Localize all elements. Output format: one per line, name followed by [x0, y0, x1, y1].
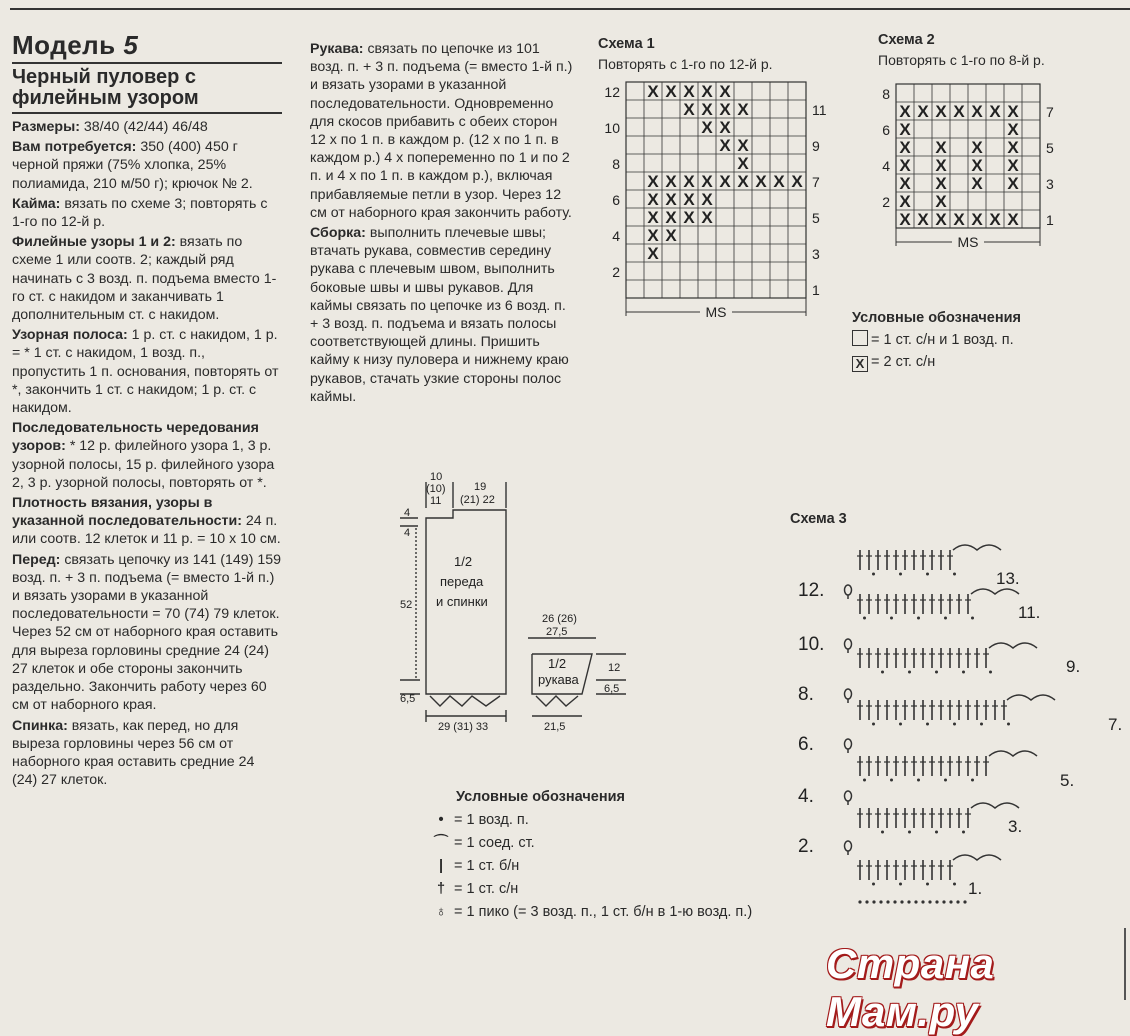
dim-height: 52	[400, 599, 413, 611]
filled-cell: X	[665, 82, 677, 101]
filled-cell: X	[665, 172, 677, 191]
ms-label: MS	[705, 304, 727, 320]
filled-cell: X	[1007, 156, 1019, 175]
legend1-item-cross	[852, 351, 1021, 373]
chain-dot	[935, 831, 938, 834]
dim-shoulder-1: 19	[474, 481, 487, 493]
scheme3-row-label: 4.	[798, 786, 814, 807]
filled-cell: X	[971, 174, 983, 193]
filled-cell: X	[719, 82, 731, 101]
chain-dot	[917, 779, 920, 782]
subtitle-rule	[12, 112, 282, 114]
scheme3-row-label: 11.	[1018, 603, 1041, 622]
dim-neck-top: 10	[430, 471, 443, 483]
section-label: Размеры:	[12, 119, 80, 135]
row-label: 4	[882, 158, 890, 174]
filled-cell: X	[899, 192, 911, 211]
dim-sleeve-band: 6,5	[604, 683, 620, 695]
section-label: Вам потребуется:	[12, 139, 137, 156]
ms-label: MS	[957, 234, 979, 250]
chain-dot	[980, 723, 983, 726]
section-text: связать цепочку из 141 (149) 159 возд. п. + 3 п. подъема (= вместо 1-й п.) и вязать узорами в указанной последовательности = 70 (74) 79 клеток. Через 52 см от наборного края оставить для выреза горловины средние 24 (24) 27 клеток и обе стороны закончить раздельно. Закончить работу через 60 см от наборного края.	[12, 551, 282, 714]
empty-square-icon	[852, 330, 868, 346]
scheme3-row-label: 12.	[798, 580, 825, 601]
filled-cell: X	[953, 102, 965, 121]
sections_left-paragraph	[12, 118, 282, 136]
filled-cell: X	[899, 120, 911, 139]
chain-dot	[962, 831, 965, 834]
chain-dot	[865, 900, 868, 903]
pattern-subtitle: Черный пуловер с филейным узором	[12, 66, 199, 109]
chain-dot	[963, 900, 966, 903]
filled-cell: X	[899, 138, 911, 157]
slip-stitch-arc	[971, 589, 1019, 594]
row-label: 9	[812, 138, 820, 154]
sections_mid-paragraph	[310, 40, 576, 222]
chain-dot	[907, 900, 910, 903]
filled-cell: X	[737, 100, 749, 119]
section-label: Филейные узоры 1 и 2:	[12, 234, 176, 251]
filled-cell: X	[773, 172, 785, 191]
row-label: 4	[612, 228, 620, 244]
filled-cell: X	[791, 172, 803, 191]
filled-cell: X	[971, 102, 983, 121]
slip-stitch-arc	[1007, 695, 1055, 700]
row-label: 8	[882, 86, 890, 102]
scheme1-title: Схема 1	[598, 36, 655, 52]
filled-cell: X	[737, 154, 749, 173]
row-label: 2	[612, 264, 620, 280]
filled-cell: X	[917, 210, 929, 229]
legend2-item-slip-text: = 1 соед. ст.	[454, 835, 535, 851]
chain-dot	[971, 779, 974, 782]
sections_mid-paragraph	[310, 224, 576, 406]
chain-dot	[921, 900, 924, 903]
legend2-item-picot	[432, 901, 752, 924]
filled-cell: X	[899, 156, 911, 175]
chain-dot	[953, 723, 956, 726]
dim-notch-b: 4	[404, 527, 411, 539]
scheme3-row-label: 3.	[1008, 817, 1023, 836]
filled-cell: X	[701, 190, 713, 209]
chain-dot	[917, 617, 920, 620]
filled-cell: X	[701, 118, 713, 137]
crossed-square-icon: X	[852, 356, 868, 372]
row-label: 6	[882, 122, 890, 138]
filled-cell: X	[701, 208, 713, 227]
row-label: 5	[1046, 140, 1054, 156]
filled-cell: X	[899, 102, 911, 121]
legend2-title: Условные обозначения	[456, 789, 625, 805]
chain-stitch-icon: •	[438, 812, 444, 828]
chain-dot	[890, 779, 893, 782]
chain-dot	[956, 900, 959, 903]
legend1-title: Условные обозначения	[852, 310, 1021, 326]
sections_left-paragraph	[12, 195, 282, 231]
filled-cell: X	[683, 208, 695, 227]
filled-cell: X	[665, 226, 677, 245]
filled-cell: X	[647, 82, 659, 101]
filled-cell: X	[755, 172, 767, 191]
slip-stitch-arc	[971, 803, 1019, 808]
scheme3-title: Схема 3	[790, 511, 847, 527]
legend1-item-empty	[852, 329, 1021, 351]
chain-dot	[872, 573, 875, 576]
filled-cell: X	[719, 136, 731, 155]
scheme3-row-label: 8.	[798, 684, 814, 705]
chain-dot	[949, 900, 952, 903]
filled-cell: X	[647, 226, 659, 245]
row-label: 8	[612, 156, 620, 172]
row-label: 5	[812, 210, 820, 226]
filled-cell: X	[719, 118, 731, 137]
chain-dot	[893, 900, 896, 903]
dim-sleeve-top-2: 27,5	[546, 626, 568, 638]
panel-label-1: 1/2	[454, 554, 473, 569]
chain-dot	[953, 573, 956, 576]
picot-icon	[845, 585, 852, 595]
chain-dot	[863, 617, 866, 620]
site-watermark: Страна Мам.ру	[826, 940, 995, 1035]
section-label: Последовательность чередования узоров:	[12, 420, 259, 455]
filled-cell: X	[935, 156, 947, 175]
chain-dot	[899, 883, 902, 886]
chain-dot	[935, 671, 938, 674]
dim-shoulder-2: (21) 22	[460, 494, 495, 506]
filled-cell: X	[701, 82, 713, 101]
dim-neck-low: 11	[430, 495, 442, 507]
chain-dot	[971, 617, 974, 620]
filled-cell: X	[971, 210, 983, 229]
chain-dot	[944, 779, 947, 782]
section-text: 24 п. или соотв. 12 клеток и 11 р. = 10 х 10 см.	[12, 513, 281, 548]
sections_left-paragraph	[12, 419, 282, 492]
filled-cell: X	[701, 100, 713, 119]
filled-cell: X	[683, 82, 695, 101]
chain-dot	[872, 723, 875, 726]
middle-column	[310, 40, 576, 408]
filled-cell: X	[953, 210, 965, 229]
section-text: выполнить плечевые швы; втачать рукава, совместив середину рукава с плечевым швом, выполнить боковые швы и швы рукавов. Для каймы связать по цепочке из 6 возд. п. + 3 возд. п. подъема и вязать полосы соответствующей длины. Пришить кайму к низу пуловера и нижнему краю рукавов, стачать узкие стороны полос каймы.	[310, 225, 569, 405]
sections_left-paragraph	[12, 494, 282, 549]
scheme3-row-label: 1.	[968, 879, 983, 898]
section-text: 350 (400) 450 г черной пряжи (75% хлопка, 25% полиамида, 210 м/50 г); крючок № 2.	[12, 139, 253, 192]
sleeve-label-2: рукава	[538, 672, 579, 687]
double-crochet-icon: †	[436, 881, 446, 897]
filled-cell: X	[665, 190, 677, 209]
section-text: вязать по схеме 3; повторять с 1-го по 12-й р.	[12, 195, 268, 231]
row-label: 2	[882, 194, 890, 210]
scheme2-subtitle: Повторять с 1-го по 8-й р.	[878, 52, 1045, 68]
filled-cell: X	[1007, 138, 1019, 157]
legend-scheme3	[432, 786, 752, 924]
legend-scheme12	[852, 307, 1021, 373]
row-label: 3	[1046, 176, 1054, 192]
dim-neck-mid: (10)	[426, 483, 446, 495]
construction-diagram	[396, 468, 636, 738]
section-text: связать по цепочке из 101 возд. п. + 3 п. подъема (= вместо 1-й п.) и вязать узорами в указанной последовательности. Одновременно для скосов прибавить с обеих сторон 12 х по 1 п. в каждом р. (12 х по 1 п. в каждом р.) 4 х попеременно по 1 и по 2 п. и 4 х по 1 п. в каждом р.), включая прибавляемые петли в узор. Через 12 см от наборного края закончить работу.	[310, 41, 573, 221]
dim-sleeve-top-1: 26 (26)	[542, 613, 577, 625]
legend2-item-sc	[432, 855, 752, 878]
row-label: 1	[1046, 212, 1054, 228]
scheme2-grid	[876, 76, 1076, 256]
filled-cell: X	[683, 100, 695, 119]
row-label: 6	[612, 192, 620, 208]
filled-cell: X	[719, 100, 731, 119]
chain-dot	[926, 573, 929, 576]
chain-dot	[908, 831, 911, 834]
filled-cell: X	[701, 172, 713, 191]
scheme3-row-label: 6.	[798, 734, 814, 755]
mid-sections	[310, 40, 576, 406]
filled-cell: X	[683, 190, 695, 209]
chain-dot	[942, 900, 945, 903]
section-label: Спинка:	[12, 717, 68, 734]
filled-cell: X	[935, 138, 947, 157]
row-label: 11	[812, 102, 827, 118]
row-label: 3	[812, 246, 820, 262]
section-label: Кайма:	[12, 195, 61, 212]
slip-stitch-arc	[953, 545, 1001, 550]
left-column	[12, 30, 282, 791]
left-sections	[12, 118, 282, 789]
sections_left-paragraph	[12, 551, 282, 715]
chain-dot	[886, 900, 889, 903]
scheme1-grid	[596, 76, 836, 326]
chain-dot	[953, 883, 956, 886]
section-label: Рукава:	[310, 41, 364, 57]
filled-cell: X	[737, 136, 749, 155]
filled-cell: X	[989, 210, 1001, 229]
sections_left-paragraph	[12, 138, 282, 193]
scheme3-row-label: 9.	[1066, 657, 1081, 676]
panel-label-2: переда	[440, 574, 484, 589]
model-number: 5	[123, 30, 139, 60]
legend1-item-empty-text: = 1 ст. с/н и 1 возд. п.	[871, 332, 1014, 348]
picot-icon	[845, 689, 852, 699]
body-band-zigzag	[430, 696, 500, 706]
scheme1-subtitle: Повторять с 1-го по 12-й р.	[598, 56, 773, 72]
slip-stitch-icon: ⌒	[433, 835, 449, 851]
filled-cell: X	[899, 174, 911, 193]
picot-icon	[845, 739, 852, 749]
section-label: Плотность вязания, узоры в указанной последовательности:	[12, 495, 242, 530]
model-title	[12, 30, 282, 60]
chain-dot	[926, 883, 929, 886]
row-label: 7	[812, 174, 820, 190]
filled-cell: X	[971, 156, 983, 175]
chain-dot	[872, 883, 875, 886]
picot-icon	[845, 791, 852, 801]
sleeve-band-zigzag	[536, 696, 578, 706]
row-label: 7	[1046, 104, 1054, 120]
scheme3-row-label: 10.	[798, 634, 825, 655]
legend2-item-sc-text: = 1 ст. б/н	[454, 858, 520, 874]
filled-cell: X	[647, 244, 659, 263]
panel-label-3: и спинки	[436, 594, 488, 609]
legend2-item-chain	[432, 809, 752, 832]
scheme3-row-label: 2.	[798, 836, 814, 857]
chain-dot	[879, 900, 882, 903]
slip-stitch-arc	[989, 643, 1037, 648]
chain-dot	[1007, 723, 1010, 726]
slip-stitch-arc	[989, 751, 1037, 756]
section-text: вязать, как перед, но для выреза горловины через 56 см от наборного края оставить средние 24 (24) 27 клеток.	[12, 717, 255, 789]
legend2-item-picot-text: = 1 пико (= 3 возд. п., 1 ст. б/н в 1-ю возд. п.)	[454, 904, 753, 920]
chain-dot	[858, 900, 861, 903]
chain-dot	[944, 617, 947, 620]
chain-dot	[900, 900, 903, 903]
chain-dot	[863, 779, 866, 782]
chain-dot	[914, 900, 917, 903]
scheme3-row-label: 13.	[996, 569, 1020, 588]
filled-cell: X	[683, 172, 695, 191]
scheme3-chart	[790, 540, 1130, 920]
filled-cell: X	[1007, 174, 1019, 193]
section-text: вязать по схеме 1 или соотв. 2; каждый ряд начинать с 3 возд. п. подъема вместо 1-го ст. с накидом и заканчивать 1 дополнительным ст. с накидом.	[12, 234, 277, 324]
filled-cell: X	[917, 102, 929, 121]
chain-dot	[881, 831, 884, 834]
filled-cell: X	[665, 208, 677, 227]
title-rule	[12, 62, 282, 64]
sections_left-paragraph	[12, 233, 282, 324]
chain-dot	[928, 900, 931, 903]
dim-sleeve-height: 12	[608, 662, 621, 674]
scheme3-row-label: 5.	[1060, 771, 1075, 790]
chain-dot	[899, 573, 902, 576]
chain-dot	[890, 617, 893, 620]
filled-cell: X	[647, 208, 659, 227]
filled-cell: X	[719, 172, 731, 191]
filled-cell: X	[989, 102, 1001, 121]
chain-dot	[899, 723, 902, 726]
chain-dot	[881, 671, 884, 674]
chain-dot	[935, 900, 938, 903]
filled-cell: X	[647, 190, 659, 209]
legend1-item-cross-text: = 2 ст. с/н	[871, 354, 936, 370]
single-crochet-icon: |	[438, 858, 444, 874]
sections_left-paragraph	[12, 717, 282, 790]
legend2-item-slip	[432, 832, 752, 855]
sleeve-label-1: 1/2	[548, 656, 567, 671]
filled-cell: X	[1007, 210, 1019, 229]
legend2-item-dc	[432, 878, 752, 901]
picot-icon	[845, 841, 852, 851]
legend2-item-dc-text: = 1 ст. с/н	[454, 881, 519, 897]
row-label: 12	[604, 84, 620, 100]
section-label: Узорная полоса:	[12, 327, 128, 344]
section-text: * 12 р. филейного узора 1, 3 р. узорной полосы, 15 р. филейного узора 2, 3 р. узорной полосы, повторять от *.	[12, 438, 275, 491]
dim-sleeve-bottom: 21,5	[544, 721, 566, 733]
filled-cell: X	[935, 102, 947, 121]
legend2-item-chain-text: = 1 возд. п.	[454, 812, 529, 828]
section-label: Перед:	[12, 551, 61, 568]
filled-cell: X	[647, 172, 659, 191]
filled-cell: X	[899, 210, 911, 229]
row-label: 10	[604, 120, 620, 136]
row-label: 1	[812, 282, 820, 298]
section-label: Сборка:	[310, 225, 366, 242]
model-word: Модель	[12, 30, 116, 60]
sections_left-paragraph	[12, 326, 282, 417]
filled-cell: X	[1007, 102, 1019, 121]
right-rule	[1124, 928, 1126, 1000]
filled-cell: X	[737, 172, 749, 191]
scheme2-title: Схема 2	[878, 32, 935, 48]
filled-cell: X	[935, 174, 947, 193]
chain-dot	[872, 900, 875, 903]
scheme3-row-label: 7.	[1108, 715, 1123, 734]
filled-cell: X	[935, 210, 947, 229]
chain-dot	[926, 723, 929, 726]
filled-cell: X	[971, 138, 983, 157]
dim-band: 6,5	[400, 693, 416, 705]
filled-cell: X	[935, 192, 947, 211]
picot-icon	[845, 639, 852, 649]
section-text: 38/40 (42/44) 46/48	[83, 119, 208, 135]
chain-dot	[962, 671, 965, 674]
dim-notch-a: 4	[404, 507, 411, 519]
top-rule	[10, 8, 1130, 10]
chain-dot	[908, 671, 911, 674]
picot-icon: ♁	[435, 904, 447, 920]
dim-bottom-width: 29 (31) 33	[438, 721, 489, 733]
section-text: 1 р. ст. с накидом, 1 р. = * 1 ст. с накидом, 1 возд. п., пропустить 1 п. основания, повторять от *, закончить 1 ст. с накидом; 1 р. ст. с накидом.	[12, 327, 279, 417]
chain-dot	[989, 671, 992, 674]
filled-cell: X	[1007, 120, 1019, 139]
slip-stitch-arc	[953, 855, 1001, 860]
